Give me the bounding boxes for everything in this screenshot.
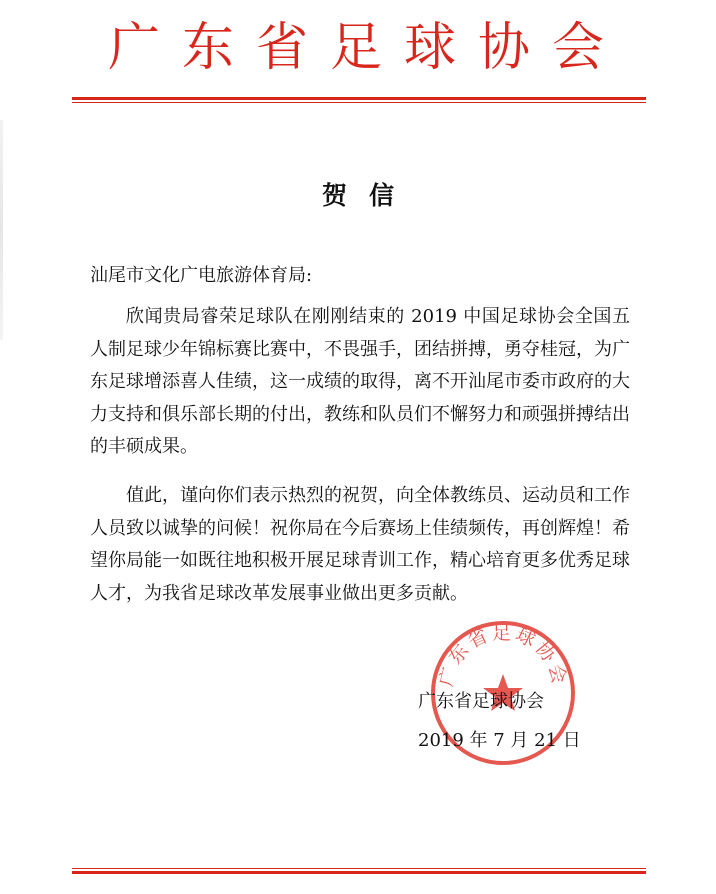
body-paragraph-2: 值此，谨向你们表示热烈的祝贺，向全体教练员、运动员和工作人员致以诚挚的问候！祝你局在今后赛场上佳绩频传，再创辉煌！希望你局能一如既往地积极开展足球青训工作，精心培育更多优秀足球人才，为我省足球改革发展事业做出更多贡献。 — [90, 485, 630, 604]
footer-rule-thick — [72, 871, 646, 874]
footer-rule-thin — [72, 868, 646, 869]
letterhead-rule-thick — [72, 97, 646, 100]
body-paragraph-1: 欣闻贵局睿荣足球队在刚刚结束的 2019 中国足球协会全国五人制足球少年锦标赛比赛中，不畏强手，团结拼搏，勇夺桂冠，为广东足球增添喜人佳绩，这一成绩的取得，离不开汕尾市委市政府的大力支持和俱乐部长期的付出，教练和队员们不懈努力和顽强拼搏结出的丰硕成果。 — [90, 306, 630, 457]
addressee: 汕尾市文化广电旅游体育局: — [90, 265, 313, 286]
signature-org: 广东省足球协会 — [418, 691, 544, 712]
letterhead-org-name: 广东省足球协会 — [107, 18, 626, 78]
seal-text: 广东省足球协会 — [435, 621, 571, 689]
document-title: 贺信 — [321, 181, 416, 210]
scan-edge-shadow — [0, 120, 3, 340]
letterhead-rule-thin — [72, 102, 646, 103]
signature-date: 2019 年 7 月 21 日 — [418, 730, 581, 751]
